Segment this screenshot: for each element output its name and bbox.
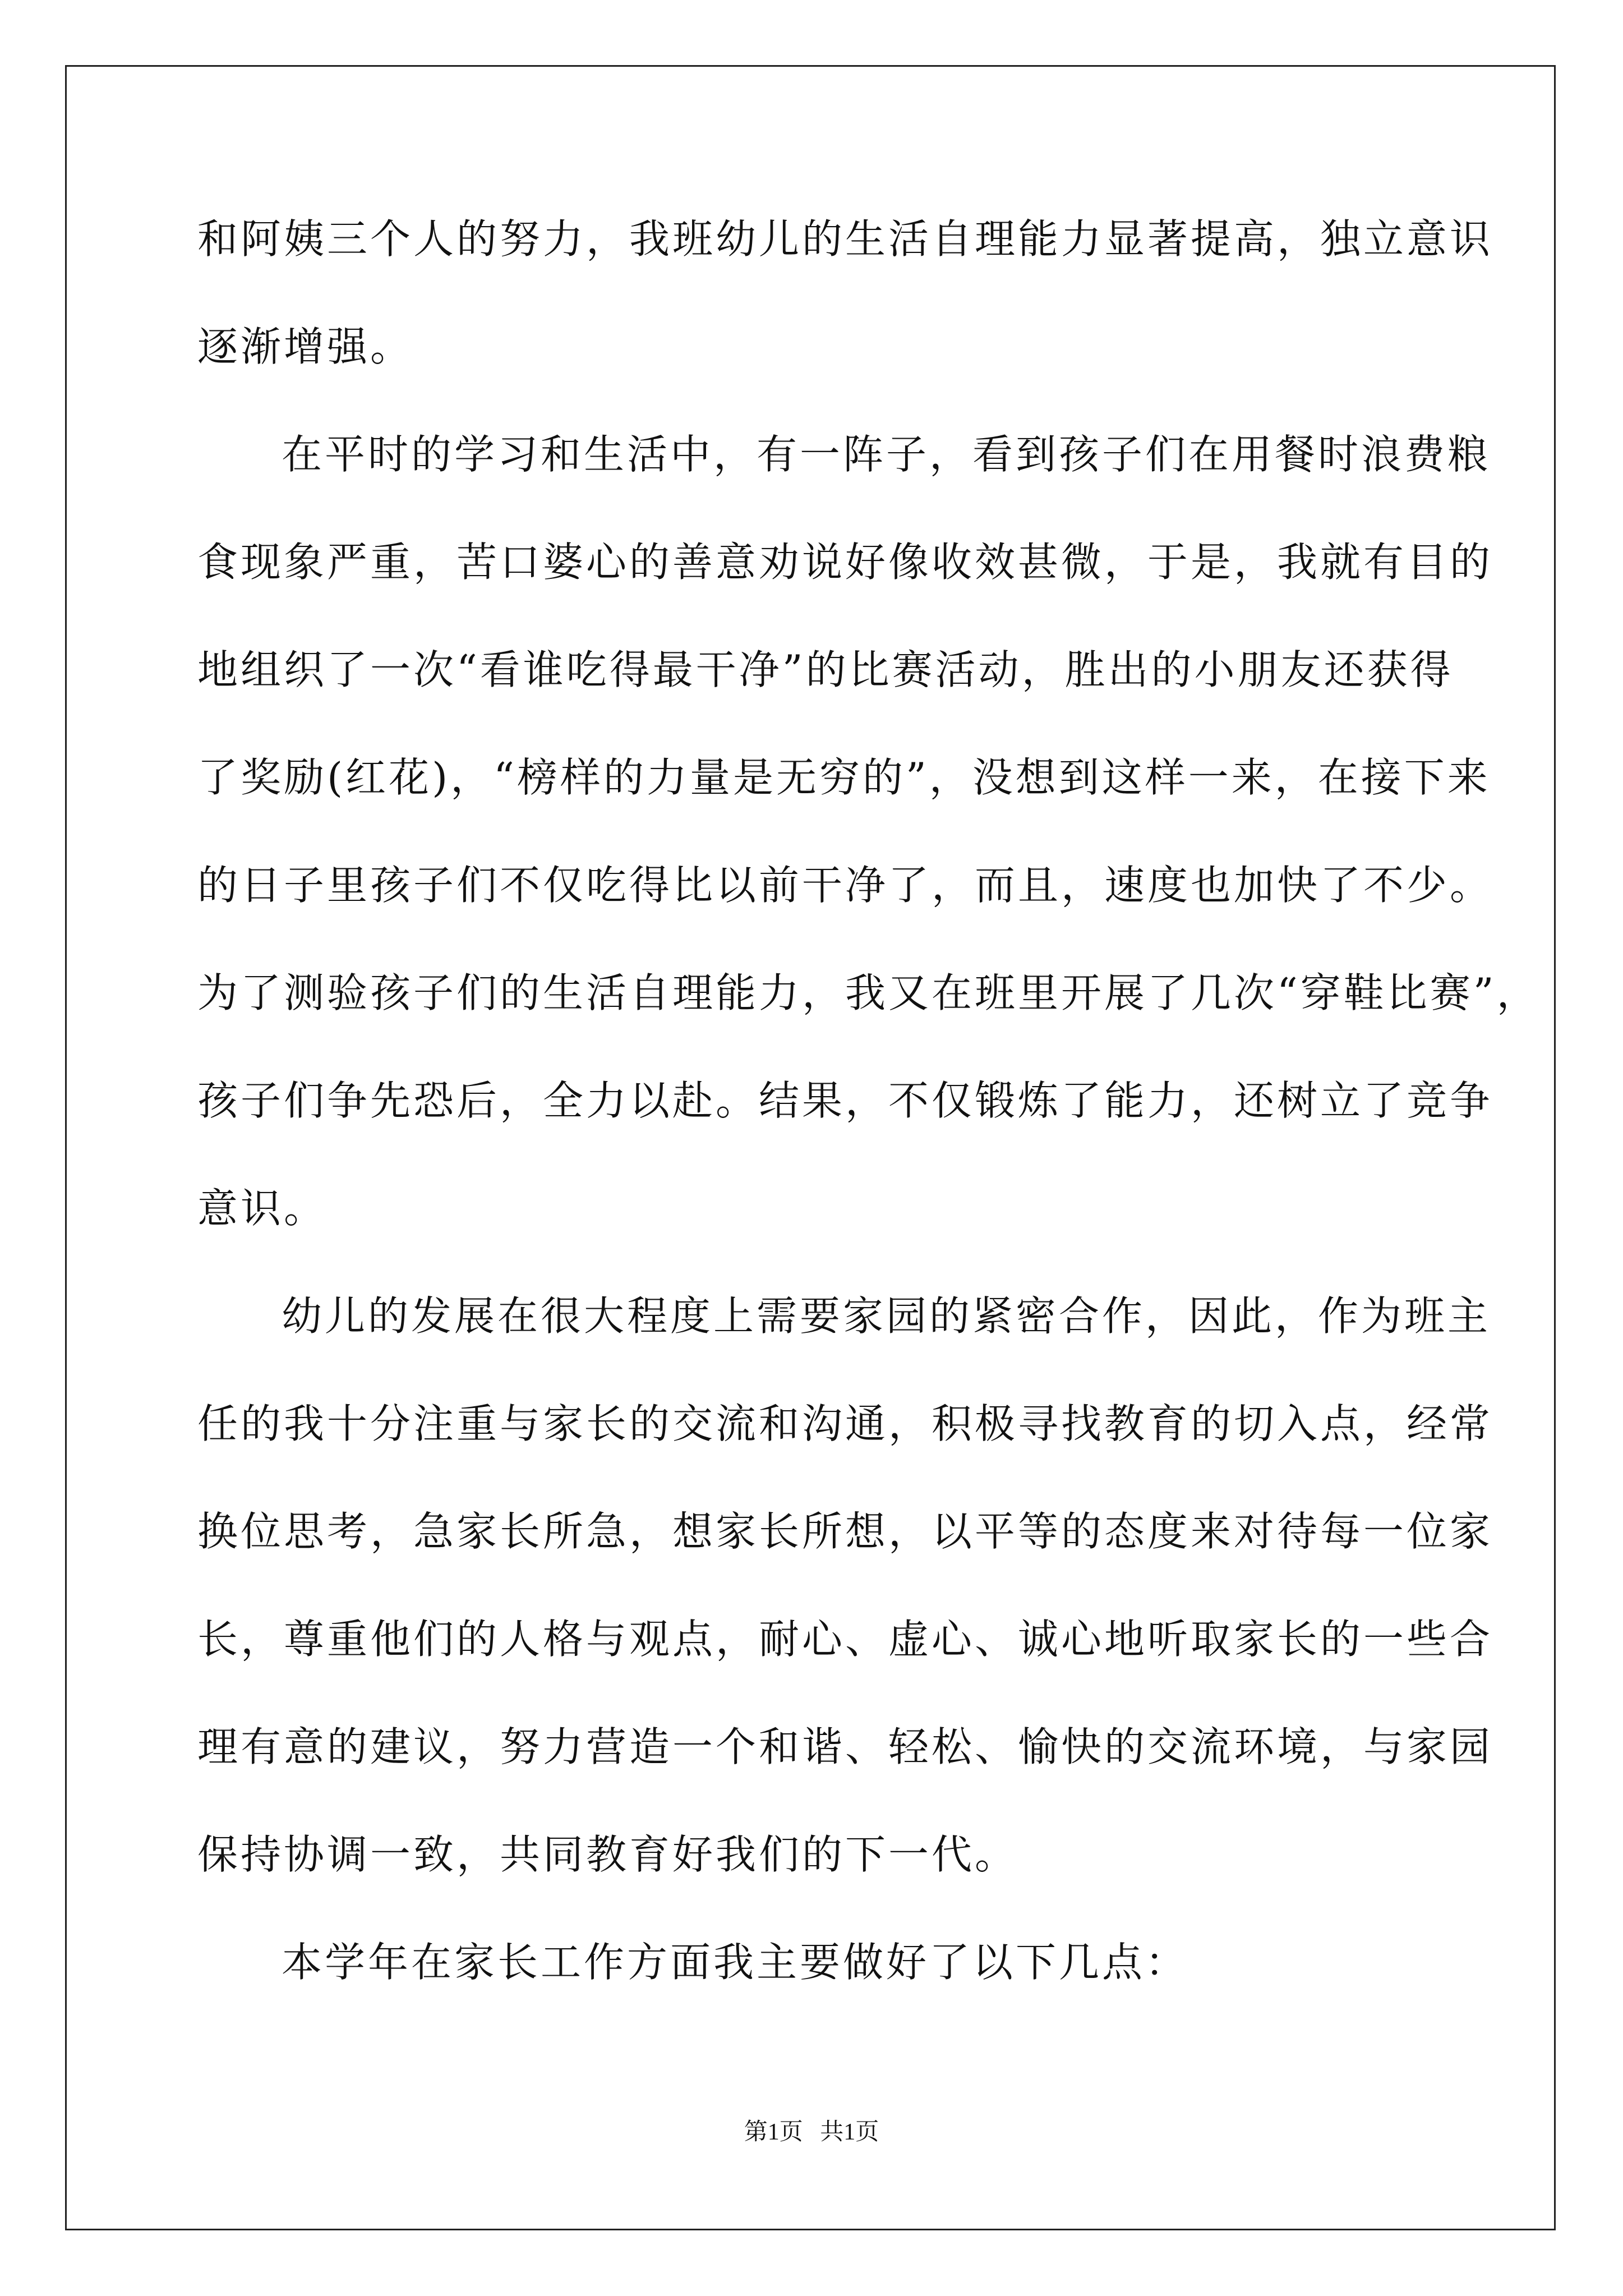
text-line-4: 食现象严重，苦口婆心的善意劝说好像收效甚微，于是，我就有目的 bbox=[197, 539, 1493, 586]
text-line-16: 保持协调一致，共同教育好我们的下一代。 bbox=[197, 1831, 1018, 1878]
text-line-9: 孩子们争先恐后，全力以赴。结果，不仅锻炼了能力，还树立了竞争 bbox=[197, 1077, 1493, 1124]
text-line-6: 了奖励(红花)，“榜样的力量是无穷的”，没想到这样一来，在接下来 bbox=[197, 754, 1491, 801]
paragraph-start-line-3: 在平时的学习和生活中，有一阵子，看到孩子们在用餐时浪费粮 bbox=[282, 431, 1491, 478]
page-number: 第1页 bbox=[744, 2119, 803, 2145]
text-line-7: 的日子里孩子们不仅吃得比以前干净了，而且，速度也加快了不少。 bbox=[197, 862, 1493, 909]
text-line-12: 任的我十分注重与家长的交流和沟通，积极寻找教育的切入点，经常 bbox=[197, 1400, 1493, 1447]
text-line-8: 为了测验孩子们的生活自理能力，我又在班里开展了几次“穿鞋比赛”， bbox=[197, 969, 1540, 1016]
page-footer bbox=[0, 2120, 1623, 2144]
text-line-10: 意识。 bbox=[197, 1185, 328, 1232]
text-line-5: 地组织了一次“看谁吃得最干净”的比赛活动，胜出的小朋友还获得 bbox=[197, 646, 1454, 693]
paragraph-start-line-11: 幼儿的发展在很大程度上需要家园的紧密合作，因此，作为班主 bbox=[282, 1292, 1491, 1340]
page-total: 共1页 bbox=[820, 2119, 879, 2145]
text-line-13: 换位思考，急家长所急，想家长所想，以平等的态度来对待每一位家 bbox=[197, 1508, 1493, 1555]
text-line-1: 和阿姨三个人的努力，我班幼儿的生活自理能力显著提高，独立意识 bbox=[197, 215, 1493, 263]
paragraph-start-line-17: 本学年在家长工作方面我主要做好了以下几点： bbox=[282, 1939, 1189, 1986]
text-line-2: 逐渐增强。 bbox=[197, 323, 414, 370]
document-body bbox=[197, 215, 1540, 2050]
text-line-15: 理有意的建议，努力营造一个和谐、轻松、愉快的交流环境，与家园 bbox=[197, 1723, 1493, 1770]
text-line-14: 长，尊重他们的人格与观点，耐心、虚心、诚心地听取家长的一些合 bbox=[197, 1616, 1493, 1663]
